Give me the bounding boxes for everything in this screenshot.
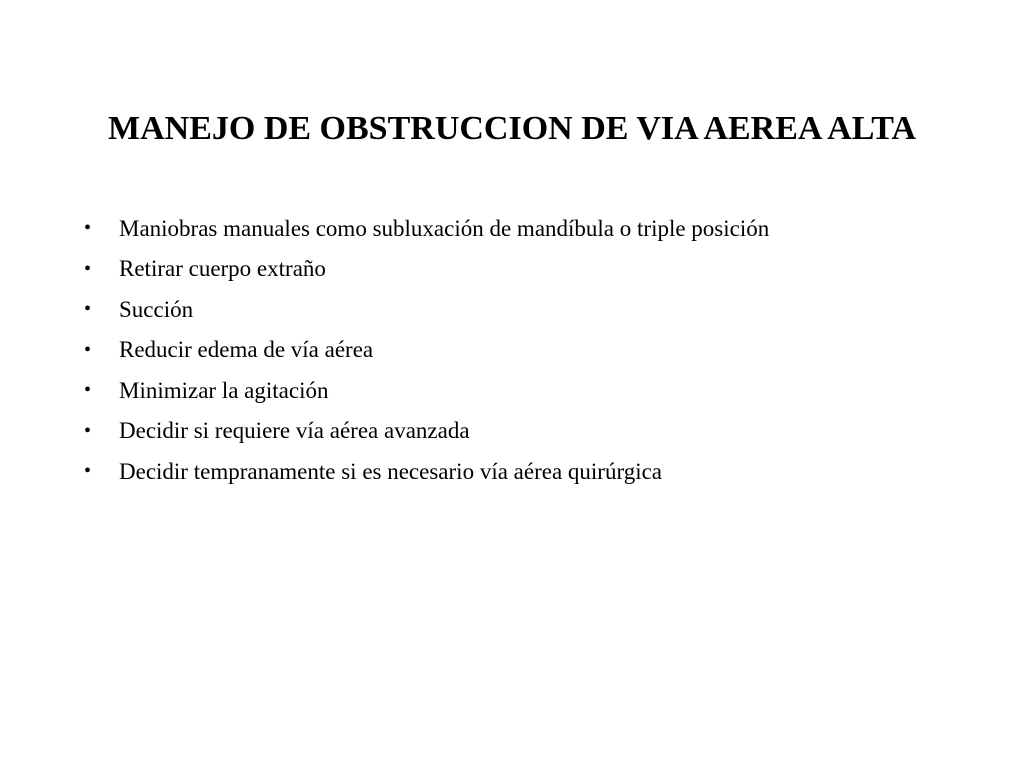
bullet-text: Decidir tempranamente si es necesario vía aérea quirúrgica: [119, 458, 663, 484]
bullet-icon: •: [84, 257, 92, 280]
bullet-text: Reducir edema de vía aérea: [119, 337, 374, 363]
bullet-text: Maniobras manuales como subluxación de mandíbula o triple posición: [119, 215, 770, 241]
bullet-text: Retirar cuerpo extraño: [119, 256, 326, 282]
bullet-item: [84, 370, 984, 411]
bullet-icon: •: [84, 217, 92, 240]
bullet-icon: •: [84, 298, 92, 321]
bullet-item: [84, 451, 984, 492]
bullet-item: [84, 208, 984, 249]
bullet-item: [84, 411, 984, 452]
bullet-text: Succión: [119, 296, 194, 322]
bullet-item: [84, 249, 984, 290]
bullet-icon: •: [84, 419, 92, 442]
bullet-icon: •: [84, 460, 92, 483]
bullet-icon: •: [84, 338, 92, 361]
bullet-text: Decidir si requiere vía aérea avanzada: [119, 418, 470, 444]
bullet-item: [84, 330, 984, 371]
slide-title: MANEJO DE OBSTRUCCION DE VIA AEREA ALTA: [108, 110, 916, 147]
bullet-item: [84, 289, 984, 330]
bullet-icon: •: [84, 379, 92, 402]
bullet-text: Minimizar la agitación: [119, 377, 329, 403]
bullet-list: [84, 208, 984, 492]
